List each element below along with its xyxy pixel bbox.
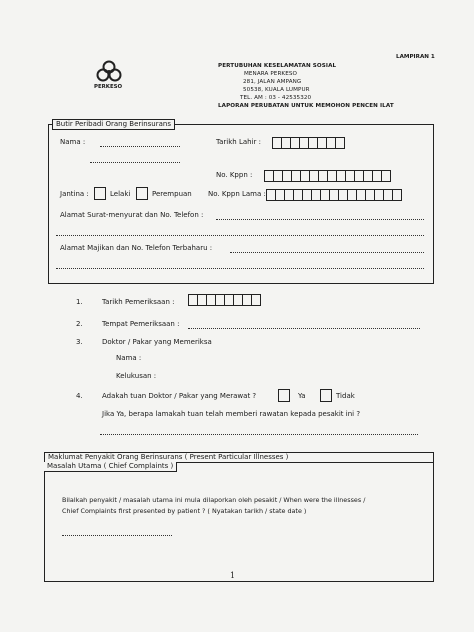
- no-kppn-lama-field[interactable]: [266, 189, 401, 201]
- header-street: 281, JALAN AMPANG: [243, 79, 302, 85]
- header-phone: TEL. AM : 03 - 42535320: [240, 95, 312, 101]
- personal-details-title: Butir Peribadi Orang Berinsurans: [52, 119, 175, 130]
- alamat-majikan-field-line2[interactable]: [56, 268, 424, 269]
- alamat-majikan-label: Alamat Majikan dan No. Telefon Terbaharu :: [60, 244, 213, 252]
- nama-field-line2[interactable]: [90, 162, 180, 163]
- personal-details-section: [48, 124, 434, 284]
- kelukusan-label: Kelukusan :: [116, 372, 157, 380]
- item-2-number: 2.: [76, 320, 83, 328]
- chief-complaints-title: Masalah Utama ( Chief Complaints ): [44, 462, 177, 472]
- doktor-label: Doktor / Pakar yang Memeriksa: [102, 338, 212, 346]
- tempat-pemeriksaan-label: Tempat Pemeriksaan :: [102, 320, 180, 328]
- lelaki-checkbox[interactable]: [94, 187, 106, 200]
- question-line-2: Chief Complaints first presented by patient ? ( Nyatakan tarikh / state date ): [62, 507, 307, 515]
- ya-checkbox[interactable]: [278, 389, 290, 402]
- tarikh-lahir-label: Tarikh Lahir :: [216, 138, 261, 146]
- logo-text: PERKESO: [94, 84, 123, 90]
- ya-label: Ya: [298, 392, 306, 400]
- alamat-surat-field-line2[interactable]: [56, 235, 424, 236]
- alamat-majikan-field[interactable]: [230, 252, 424, 253]
- lampiran-label: LAMPIRAN 1: [396, 54, 435, 60]
- doktor-nama-label: Nama :: [116, 354, 142, 362]
- item-1-number: 1.: [76, 298, 83, 306]
- alamat-surat-label: Alamat Surat-menyurat dan No. Telefon :: [60, 211, 204, 219]
- tidak-checkbox[interactable]: [320, 389, 332, 402]
- header-org: PERTUBUHAN KESELAMATAN SOSIAL: [218, 63, 337, 69]
- chief-complaints-date-field[interactable]: [62, 535, 172, 536]
- perempuan-checkbox[interactable]: [136, 187, 148, 200]
- tarikh-pemeriksaan-field[interactable]: [188, 294, 260, 306]
- tempat-pemeriksaan-field[interactable]: [188, 328, 420, 329]
- no-kppn-lama-label: No. Kppn Lama :: [208, 190, 266, 198]
- lelaki-label: Lelaki: [110, 190, 131, 198]
- header-report-title: LAPORAN PERUBATAN UNTUK MEMOHON PENCEN ILAT: [218, 103, 394, 109]
- jantina-label: Jantina :: [60, 190, 89, 198]
- illness-section-title: Maklumat Penyakit Orang Berinsurans ( Present Particular Illnesses ): [48, 453, 289, 461]
- tarikh-pemeriksaan-label: Tarikh Pemeriksaan :: [102, 298, 175, 306]
- jika-ya-field[interactable]: [100, 434, 418, 435]
- question-line-1: Bilalkah penyakit / masalah utama ini mula dilaporkan oleh pesakit / When were the illnesses /: [62, 496, 366, 504]
- header-city: 50538, KUALA LUMPUR: [243, 87, 310, 93]
- alamat-surat-field[interactable]: [216, 219, 424, 220]
- nama-field[interactable]: [100, 146, 180, 147]
- tarikh-lahir-field[interactable]: [272, 137, 344, 149]
- header-building: MENARA PERKESO: [244, 71, 297, 77]
- perkeso-logo-icon: [96, 60, 122, 82]
- item-4-number: 4.: [76, 392, 83, 400]
- jika-ya-label: Jika Ya, berapa lamakah tuan telah memberi rawatan kepada pesakit ini ?: [102, 410, 361, 418]
- no-kppn-field[interactable]: [264, 170, 390, 182]
- nama-label: Nama :: [60, 138, 86, 146]
- item-3-number: 3.: [76, 338, 83, 346]
- no-kppn-label: No. Kppn :: [216, 171, 253, 179]
- page-number: 1: [230, 571, 236, 580]
- perempuan-label: Perempuan: [152, 190, 192, 198]
- adakah-label: Adakah tuan Doktor / Pakar yang Merawat ?: [102, 392, 257, 400]
- tidak-label: Tidak: [336, 392, 355, 400]
